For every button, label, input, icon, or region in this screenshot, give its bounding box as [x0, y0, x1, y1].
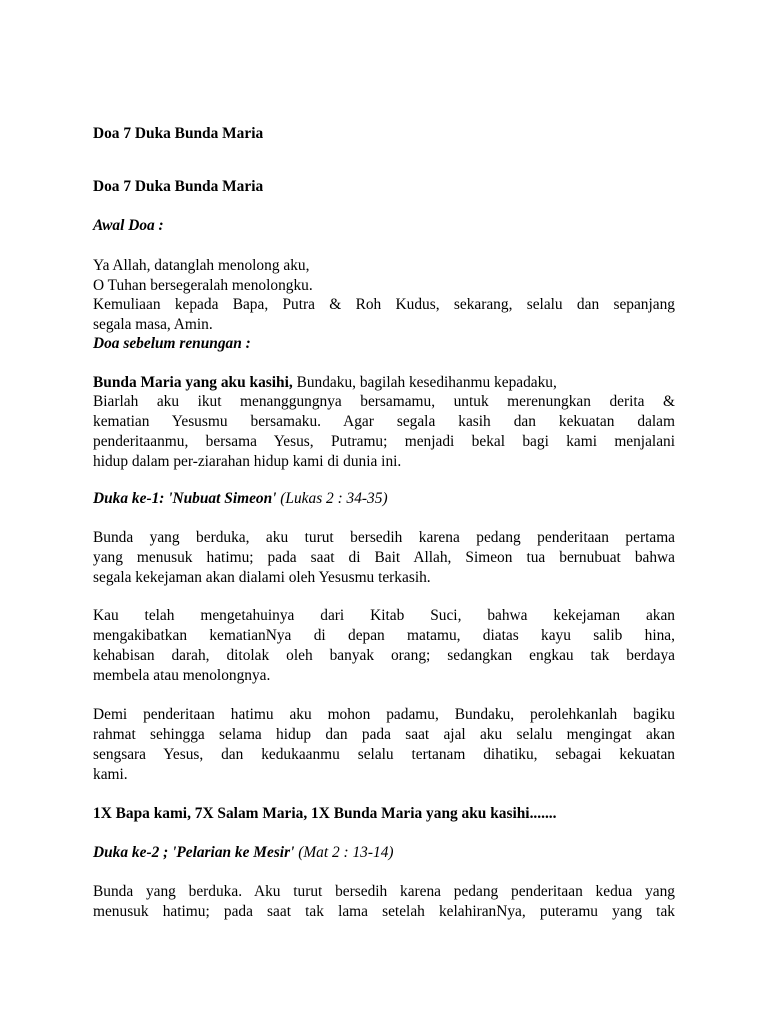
duka1-p2-line: mengakibatkan kematianNya di depan matamu, diatas kayu salib hina, [93, 627, 675, 644]
duka1-p2-line: Kau telah mengetahuinya dari Kitab Suci, bahwa kekejaman akan [93, 607, 675, 624]
duka1-p3-line: kami. [93, 766, 128, 783]
renungan-lead-rest: Bundaku, bagilah kesedihanmu kepadaku, [292, 374, 557, 391]
renungan-lead-bold: Bunda Maria yang aku kasihi, [93, 374, 293, 391]
awal-doa-heading: Awal Doa : [93, 217, 164, 234]
duka2-ref: (Mat 2 : 13-14) [294, 844, 394, 861]
awal-doa-line: Ya Allah, datanglah menolong aku, [93, 257, 310, 274]
renungan-line: penderitaanmu, bersama Yesus, Putramu; menjadi bekal bagi kami menjalani [93, 433, 675, 450]
renungan-line: Biarlah aku ikut menanggungnya bersamamu, untuk merenungkan derita & [93, 393, 675, 410]
renungan-line: kematian Yesusmu bersamaku. Agar segala kasih dan kekuatan dalam [93, 413, 675, 430]
duka2-p1-line: menusuk hatimu; pada saat tak lama setelah kelahiranNya, puteramu yang tak [93, 903, 675, 920]
duka1-p3-line: sengsara Yesus, dan kedukaanmu selalu tertanam dihatiku, sebagai kekuatan [93, 746, 675, 763]
duka1-p2-line: membela atau menolongnya. [93, 667, 271, 684]
duka1-ref: (Lukas 2 : 34-35) [276, 490, 388, 507]
awal-doa-line: O Tuhan bersegeralah menolongku. [93, 277, 313, 294]
document-title: Doa 7 Duka Bunda Maria [93, 125, 264, 142]
renungan-heading: Doa sebelum renungan : [93, 335, 251, 352]
duka1-p1-line: segala kekejaman akan dialami oleh Yesusmu terkasih. [93, 569, 431, 586]
doa-repetition-line: 1X Bapa kami, 7X Salam Maria, 1X Bunda Maria yang aku kasihi....... [93, 805, 557, 822]
duka1-p3-line: Demi penderitaan hatimu aku mohon padamu, Bundaku, perolehkanlah bagiku [93, 706, 675, 723]
duka1-p1-line: yang menusuk hatimu; pada saat di Bait Allah, Simeon tua bernubuat bahwa [93, 549, 675, 566]
awal-doa-line: Kemuliaan kepada Bapa, Putra & Roh Kudus, sekarang, selalu dan sepanjang [93, 296, 675, 313]
duka1-p1-line: Bunda yang berduka, aku turut bersedih karena pedang penderitaan pertama [93, 529, 675, 546]
duka1-p3-line: rahmat sehingga selama hidup dan pada saat ajal aku selalu mengingat akan [93, 726, 675, 743]
duka2-title: Duka ke-2 ; 'Pelarian ke Mesir' [93, 844, 295, 861]
renungan-line: hidup dalam per-ziarahan hidup kami di dunia ini. [93, 453, 402, 470]
duka1-heading [93, 489, 388, 509]
duka1-p2-line: kehabisan darah, ditolak oleh banyak orang; sedangkan engkau tak berdaya [93, 647, 675, 664]
duka2-heading [93, 843, 394, 863]
awal-doa-line: segala masa, Amin. [93, 316, 213, 333]
document-subtitle: Doa 7 Duka Bunda Maria [93, 178, 264, 195]
duka2-p1-line: Bunda yang berduka. Aku turut bersedih karena pedang penderitaan kedua yang [93, 883, 675, 900]
duka1-title: Duka ke-1: 'Nubuat Simeon' [93, 490, 277, 507]
renungan-lead-line [93, 373, 557, 393]
